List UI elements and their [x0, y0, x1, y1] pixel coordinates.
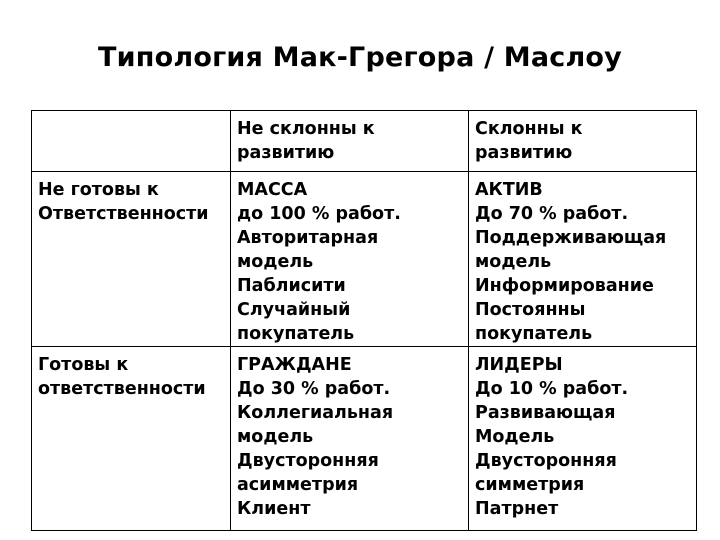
header-cell-not-inclined	[231, 111, 469, 172]
header-corner-cell	[32, 111, 231, 172]
cell-line: Двусторонняя	[475, 451, 617, 471]
cell-line: Коллегиальная	[237, 403, 394, 423]
table-header-row	[32, 111, 697, 172]
cell-line: модель	[237, 252, 314, 272]
cell-line: асимметрия	[237, 475, 359, 495]
cell-line: симметрия	[475, 475, 585, 495]
header-line: развитию	[475, 143, 573, 163]
cell-line: АКТИВ	[475, 180, 543, 200]
row-label-line: Ответственности	[38, 204, 209, 224]
cell-line: Модель	[475, 427, 555, 447]
cell-line: До 30 % работ.	[237, 379, 391, 399]
cell-line: до 100 % работ.	[237, 204, 401, 224]
cell-line: Случайный	[237, 300, 351, 320]
row-label-cell	[32, 172, 231, 347]
page-title: Типология Мак-Грегора / Маслоу	[98, 42, 622, 73]
row-label-cell	[32, 347, 231, 531]
header-line: Не склонны к	[237, 119, 375, 139]
cell-line: МАССА	[237, 180, 308, 200]
cell-line: покупатель	[237, 324, 355, 344]
typology-table	[31, 110, 697, 531]
cell-line: Поддерживающая	[475, 228, 667, 248]
cell-line: До 10 % работ.	[475, 379, 629, 399]
cell-line: Паблисити	[237, 276, 346, 296]
cell-mass	[231, 172, 469, 347]
cell-line: Патрнет	[475, 499, 559, 519]
table-row-not-ready	[32, 172, 697, 347]
cell-line: Информирование	[475, 276, 654, 296]
cell-leaders	[469, 347, 697, 531]
header-line: Склонны к	[475, 119, 583, 139]
cell-line: Клиент	[237, 499, 311, 519]
cell-line: Авторитарная	[237, 228, 379, 248]
cell-line: Двусторонняя	[237, 451, 379, 471]
cell-line: До 70 % работ.	[475, 204, 629, 224]
table-row-ready	[32, 347, 697, 531]
row-label-line: ответственности	[38, 379, 206, 399]
cell-line: Постоянны	[475, 300, 586, 320]
cell-line: Развивающая	[475, 403, 616, 423]
header-cell-inclined	[469, 111, 697, 172]
cell-line: покупатель	[475, 324, 593, 344]
row-label-line: Готовы к	[38, 355, 129, 375]
cell-line: модель	[475, 252, 552, 272]
header-line: развитию	[237, 143, 335, 163]
row-label-line: Не готовы к	[38, 180, 159, 200]
cell-citizens	[231, 347, 469, 531]
cell-line: модель	[237, 427, 314, 447]
cell-active	[469, 172, 697, 347]
cell-line: ЛИДЕРЫ	[475, 355, 563, 375]
cell-line: ГРАЖДАНЕ	[237, 355, 352, 375]
